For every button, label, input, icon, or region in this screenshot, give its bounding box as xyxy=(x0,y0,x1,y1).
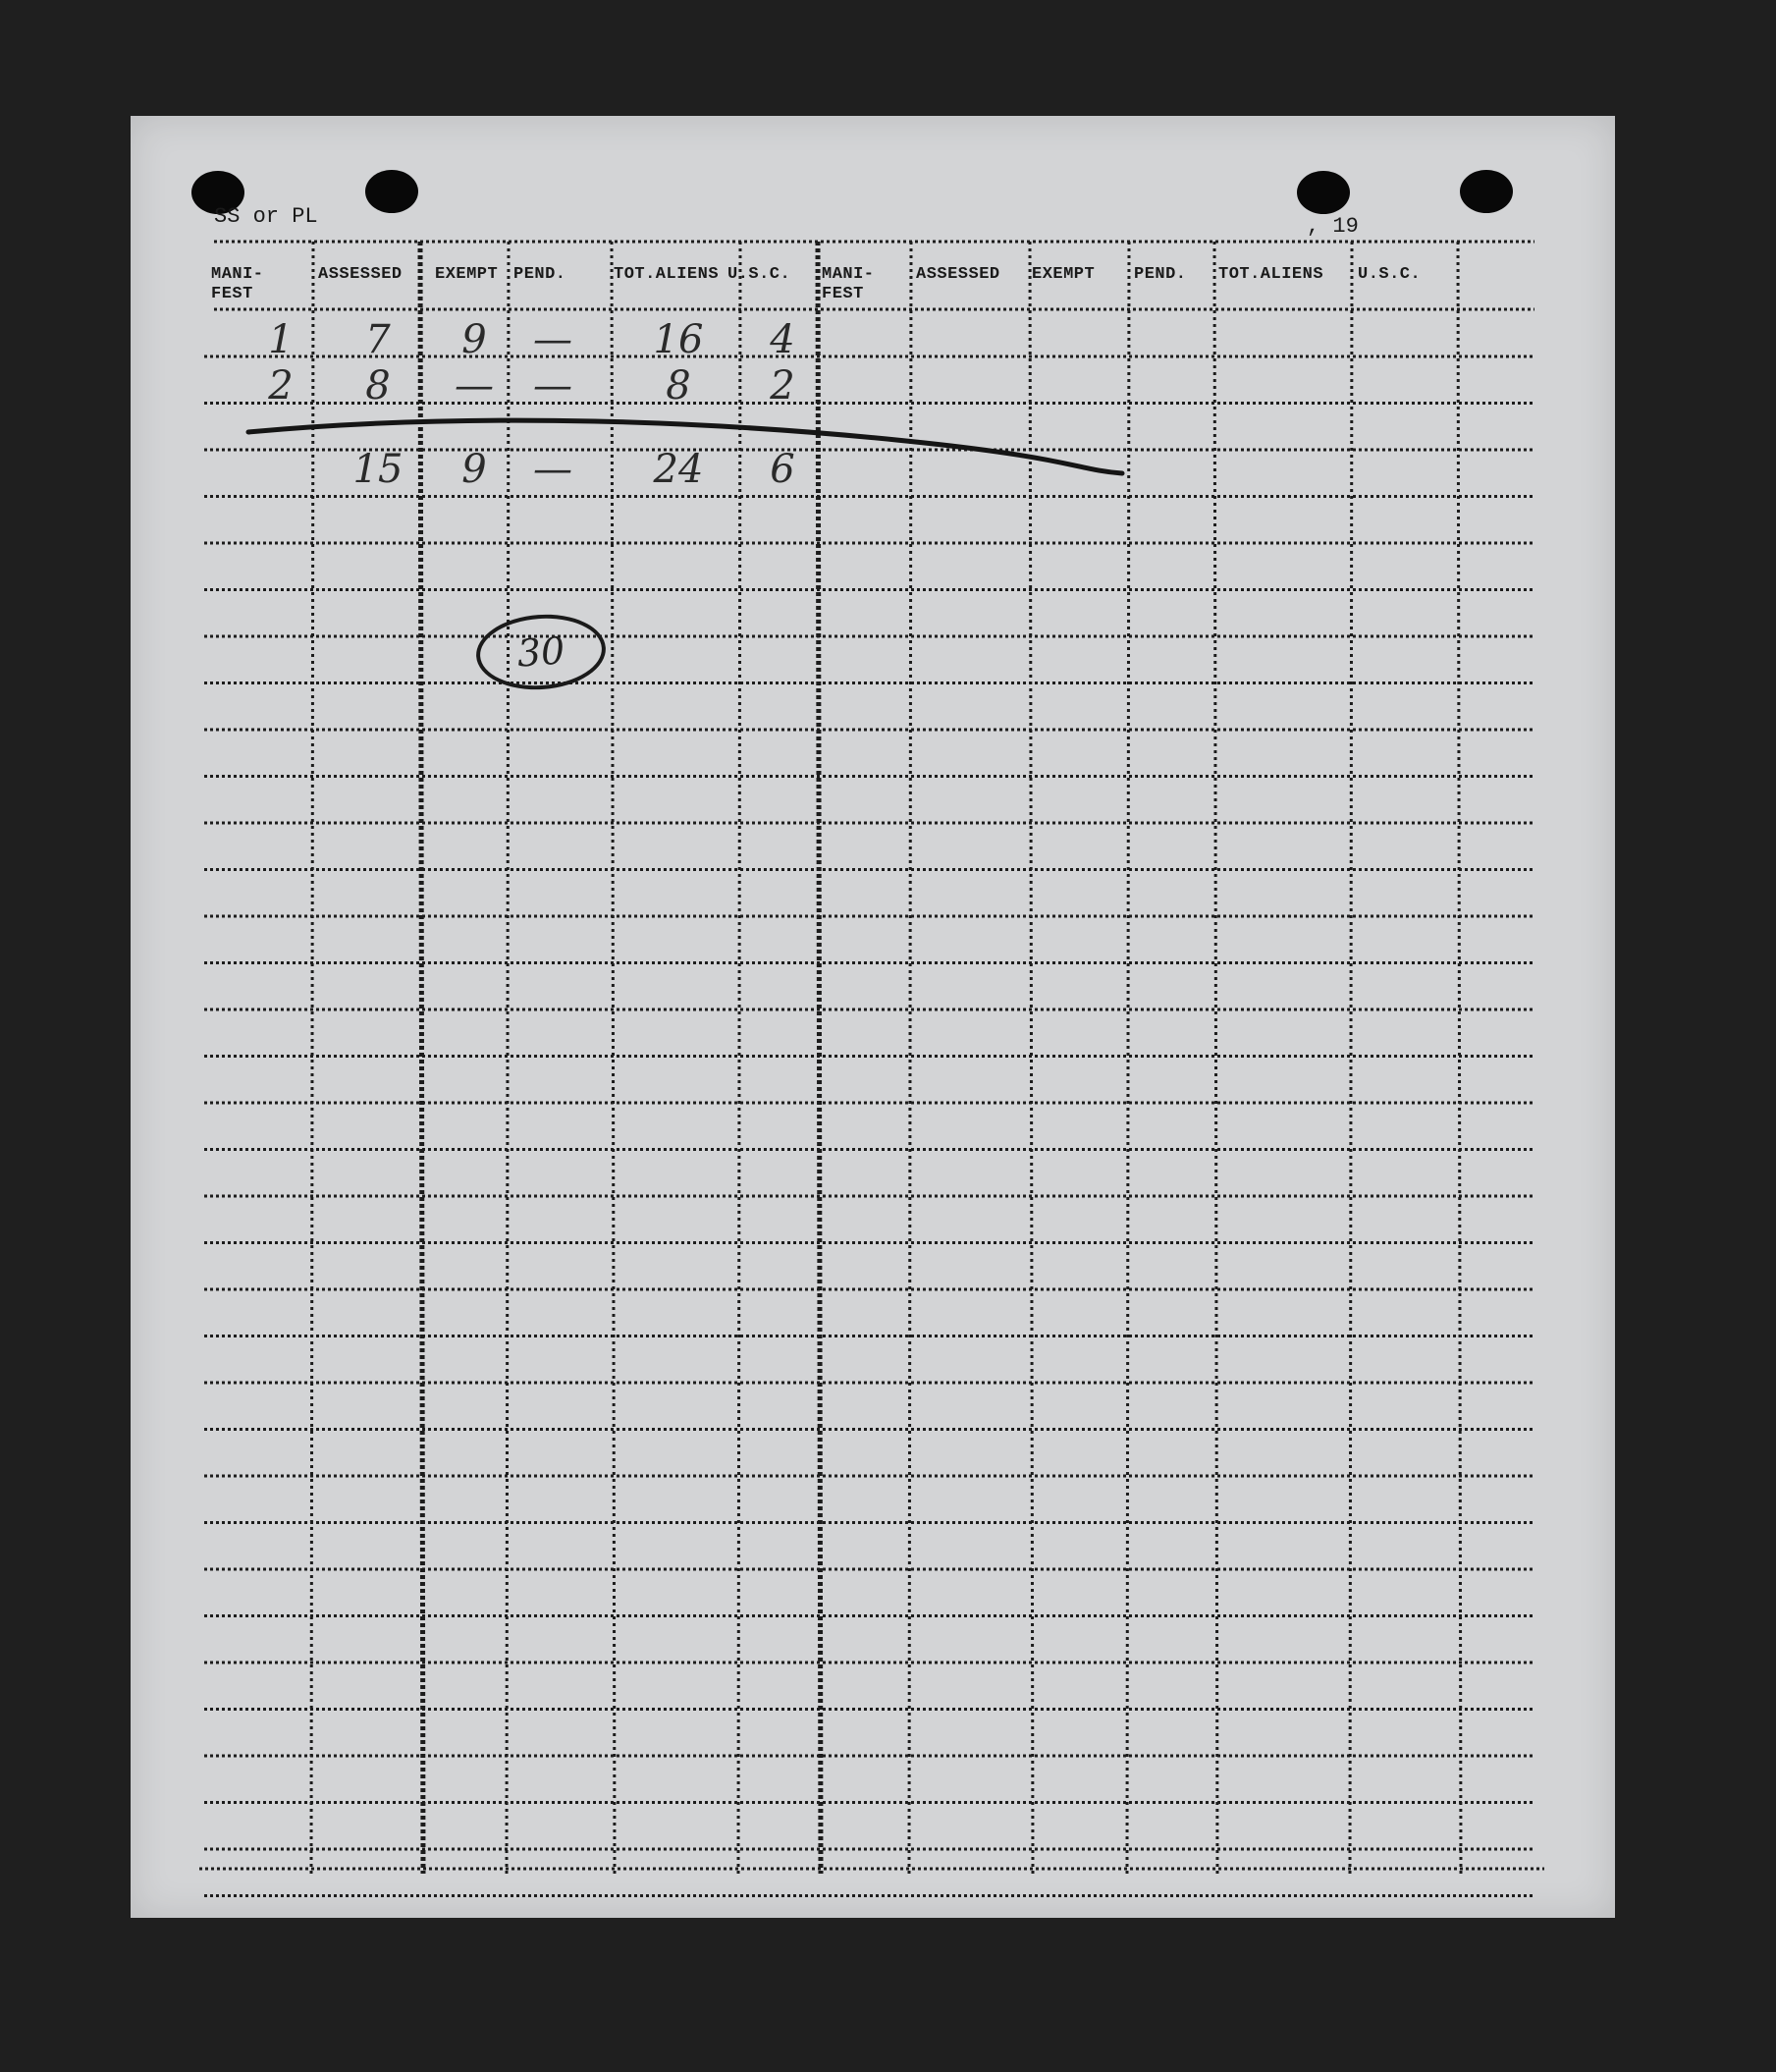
total-tot_aliens: 24 xyxy=(653,447,704,492)
ledger-grid xyxy=(131,116,1615,1918)
document-sheet xyxy=(131,116,1615,1918)
column-header-pend2: PEND. xyxy=(1134,265,1187,284)
entry-row-2-exempt: — xyxy=(455,363,494,409)
entry-row-2-manifest: 2 xyxy=(268,363,294,409)
entry-row-2-usc: 2 xyxy=(770,363,795,409)
grid-rule xyxy=(738,242,740,1874)
column-header-tot_aliens2: TOT.ALIENS xyxy=(1218,265,1324,284)
total-assessed: 15 xyxy=(352,447,404,492)
grid-rule xyxy=(1350,242,1352,1874)
total-pend: — xyxy=(533,447,572,492)
year-label: , 19 xyxy=(1307,214,1359,239)
entry-row-2-assessed: 8 xyxy=(365,363,391,409)
grid-rule xyxy=(909,242,911,1874)
column-header-usc: U.S.C. xyxy=(727,265,791,284)
entry-row-1-usc: 4 xyxy=(770,317,795,362)
grid-rule xyxy=(1214,242,1217,1874)
column-header-usc2: U.S.C. xyxy=(1358,265,1422,284)
entry-row-1-exempt: 9 xyxy=(461,317,487,362)
column-header-tot_aliens: TOT.ALIENS xyxy=(614,265,720,284)
column-header-assessed2: ASSESSED xyxy=(916,265,1000,284)
circled-total: 30 xyxy=(474,610,609,693)
entry-row-1-assessed: 7 xyxy=(365,317,391,362)
grid-rule xyxy=(1127,242,1129,1874)
vessel-label: SS or PL xyxy=(214,204,318,229)
entry-row-1-tot_aliens: 16 xyxy=(653,317,704,362)
column-header-pend: PEND. xyxy=(513,265,566,284)
column-header-exempt: EXEMPT xyxy=(435,265,499,284)
column-header-exempt2: EXEMPT xyxy=(1032,265,1096,284)
column-header-manifest: MANI- FEST xyxy=(211,265,264,303)
entry-row-2-pend: — xyxy=(533,363,572,409)
total-exempt: 9 xyxy=(461,447,487,492)
entry-row-1-manifest: 1 xyxy=(268,317,294,362)
column-header-manifest2: MANI- FEST xyxy=(822,265,875,303)
entry-row-1-pend: — xyxy=(533,317,572,362)
column-header-assessed: ASSESSED xyxy=(318,265,403,284)
entry-row-2-tot_aliens: 8 xyxy=(666,363,691,409)
total-usc: 6 xyxy=(770,447,795,492)
